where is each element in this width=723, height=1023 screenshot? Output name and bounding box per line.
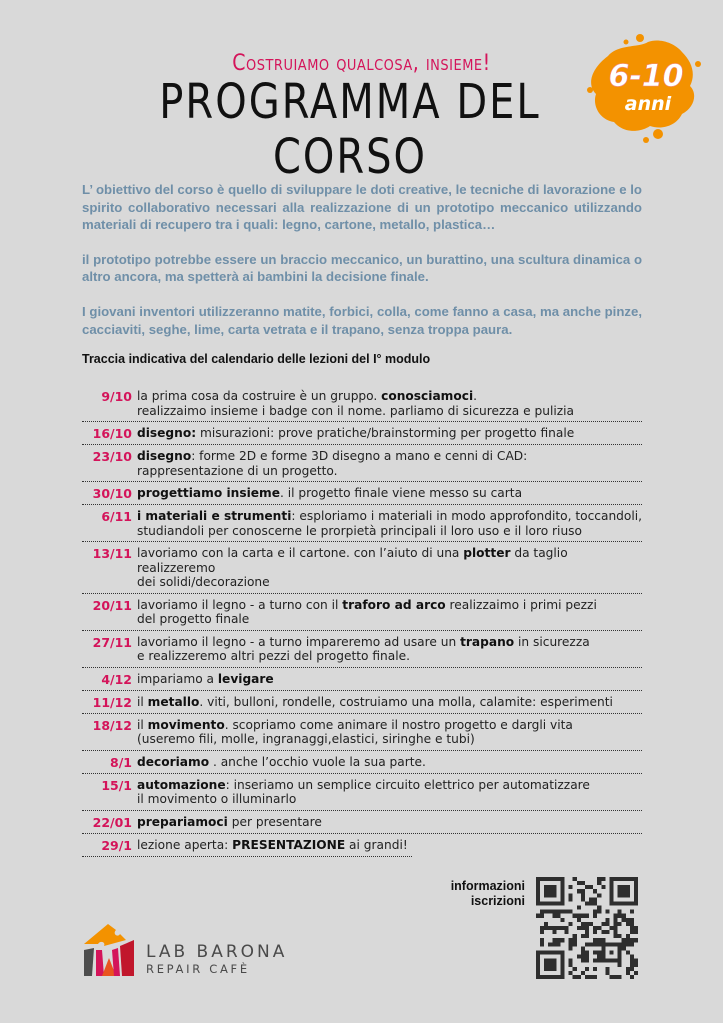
schedule-row <box>82 422 642 445</box>
lesson-keyword: plotter <box>463 546 511 560</box>
lesson-keyword: conosciamoci <box>381 389 474 403</box>
lesson-text: : esploriamo i materiali in modo approfondito, toccandoli, <box>291 509 643 523</box>
lesson-text: del progetto finale <box>137 612 250 626</box>
lesson-keyword: progettiamo insieme <box>137 486 280 500</box>
lesson-date: 27/11 <box>92 634 132 650</box>
lesson-keyword: disegno <box>137 449 192 463</box>
lesson-keyword: PRESENTAZIONE <box>232 837 346 852</box>
logo-tagline: REPAIR CAFÈ <box>146 962 250 976</box>
lesson-text: per presentare <box>227 814 322 829</box>
age-range: 6-10 <box>608 59 684 94</box>
lesson-date: 22/01 <box>92 814 132 830</box>
lesson-description <box>137 598 642 627</box>
lesson-description <box>137 426 642 441</box>
lesson-text: realizzaimo insieme i badge con il nome. parliamo di sicurezza e pulizia <box>137 403 574 418</box>
lesson-date: 15/1 <box>101 777 132 793</box>
lesson-keyword: disegno: <box>137 426 197 440</box>
intro-paragraph: L’ obiettivo del corso è quello di sviluppare le doti creative, le tecniche di lavorazione e lo spirito collaborativo necessari alla realizzazione di un prototipo meccanico utilizzando materiali di recupero tra i quali: legno, cartone, metallo, plastica… <box>82 182 642 233</box>
schedule-row <box>82 505 642 542</box>
lesson-description <box>137 546 642 590</box>
info-line: informazioni <box>450 879 525 893</box>
lesson-text: . viti, bulloni, rondelle, costruiamo una molla, calamite: esperimenti <box>199 694 613 709</box>
lesson-date: 13/11 <box>92 546 132 561</box>
lesson-text: il movimento o illuminarlo <box>137 792 297 806</box>
lesson-description <box>137 695 642 710</box>
lesson-description <box>137 486 642 501</box>
lesson-text: . il progetto finale viene messo su carta <box>279 486 523 500</box>
schedule-row <box>82 668 642 691</box>
lesson-keyword: trapano <box>460 634 515 649</box>
lesson-keyword: levigare <box>217 671 274 686</box>
schedule-row <box>82 482 642 505</box>
lesson-text: la prima cosa da costruire è un gruppo. <box>137 389 382 403</box>
lesson-date: 23/10 <box>92 449 132 464</box>
intro-text <box>82 181 642 355</box>
lesson-description <box>137 755 642 770</box>
lesson-text: (useremo fili, molle, ingranaggi,elastici, siringhe e tubi) <box>137 732 475 746</box>
subtitle: Costruiamo qualcosa, insieme! <box>232 50 491 76</box>
schedule-row <box>82 631 642 668</box>
lesson-keyword: metallo <box>147 694 200 709</box>
lesson-date: 4/12 <box>101 671 132 687</box>
lesson-text: lavoriamo con la carta e il cartone. con l’aiuto di una <box>137 546 464 560</box>
lesson-text: rappresentazione di un progetto. <box>137 463 338 478</box>
schedule-row <box>82 811 642 834</box>
lesson-description <box>137 509 642 538</box>
lesson-text: misurazioni: prove pratiche/brainstorming per progetto finale <box>196 426 575 440</box>
lesson-date: 20/11 <box>92 597 132 613</box>
lesson-text: da taglio realizzeremo <box>137 546 568 575</box>
lesson-date: 11/12 <box>92 694 132 710</box>
lesson-text: : inseriamo un semplice circuito elettrico per automatizzare <box>225 777 590 792</box>
schedule-row <box>82 594 642 631</box>
lesson-date: 9/10 <box>101 389 132 404</box>
lesson-date: 29/1 <box>101 837 132 853</box>
lesson-description <box>137 635 642 664</box>
schedule-list <box>82 385 642 857</box>
schedule-row <box>82 691 642 714</box>
lesson-description <box>137 838 412 853</box>
schedule-row <box>82 445 642 482</box>
qr-code[interactable] <box>536 877 638 979</box>
lesson-text: il <box>137 717 148 732</box>
schedule-row <box>82 542 642 594</box>
info-line: iscrizioni <box>470 894 525 908</box>
lesson-keyword: prepariamoci <box>137 814 228 829</box>
lesson-text: . scopriamo come animare il nostro progetto e dargli vita <box>224 717 573 732</box>
lesson-description <box>137 672 642 687</box>
schedule-row <box>82 751 642 774</box>
lesson-description <box>137 449 642 478</box>
lesson-date: 16/10 <box>92 426 132 441</box>
lesson-text: lavoriamo il legno - a turno impareremo ad usare un <box>137 634 461 649</box>
lesson-text: e realizzeremo altri pezzi del progetto finale. <box>137 649 410 663</box>
lesson-text: lezione aperta: <box>137 837 233 852</box>
lesson-text: in sicurezza <box>514 634 590 649</box>
schedule-heading: Traccia indicativa del calendario delle lezioni del I° modulo <box>82 352 431 366</box>
lesson-keyword: automazione <box>137 777 226 792</box>
lesson-text: realizzaimo i primi pezzi <box>445 597 597 612</box>
schedule-row <box>82 714 642 751</box>
logo-name: LAB BARONA <box>146 942 288 962</box>
lesson-date: 30/10 <box>92 486 132 501</box>
lesson-text: : forme 2D e forme 3D disegno a mano e cenni di CAD: <box>191 449 528 463</box>
intro-paragraph: I giovani inventori utilizzeranno matite, forbici, colla, come fanno a casa, ma anche pinze, cacciaviti, seghe, lime, carta vetrata e il trapano, senza troppa paura. <box>82 303 642 337</box>
lesson-text: . <box>473 389 478 403</box>
lesson-text: ai grandi! <box>345 837 408 852</box>
lesson-text: . anche l’occhio vuole la sua parte. <box>209 754 426 769</box>
lesson-description <box>137 778 642 807</box>
schedule-row <box>82 834 412 857</box>
info-label <box>428 879 525 909</box>
intro-paragraph: il prototipo potrebbe essere un braccio meccanico, un burattino, una scultura dinamica o altro ancora, ma spetterà ai bambini la decisione finale. <box>82 251 642 285</box>
schedule-row <box>82 385 642 422</box>
lesson-text: impariamo a <box>137 671 218 686</box>
lab-barona-logo-icon <box>82 920 142 976</box>
lesson-text: dei solidi/decorazione <box>137 575 270 589</box>
age-badge <box>578 34 708 144</box>
page-title: PROGRAMMA DEL CORSO <box>159 74 541 186</box>
age-unit: anni <box>624 93 672 115</box>
lesson-text: lavoriamo il legno - a turno con il <box>137 597 343 612</box>
lesson-keyword: decoriamo <box>137 754 210 769</box>
lesson-description <box>137 389 642 418</box>
lesson-text: il <box>137 694 148 709</box>
lesson-description <box>137 718 642 747</box>
schedule-row <box>82 774 642 811</box>
lesson-date: 8/1 <box>110 754 132 770</box>
lesson-text: studiandoli per conoscerne le prorpietà principali il loro uso e il loro riuso <box>137 523 582 538</box>
lesson-description <box>137 815 642 830</box>
lesson-date: 18/12 <box>92 717 132 733</box>
lesson-keyword: i materiali e strumenti <box>137 509 292 523</box>
lesson-date: 6/11 <box>101 509 132 524</box>
lesson-keyword: movimento <box>147 717 225 732</box>
lesson-keyword: traforo ad arco <box>342 597 446 612</box>
